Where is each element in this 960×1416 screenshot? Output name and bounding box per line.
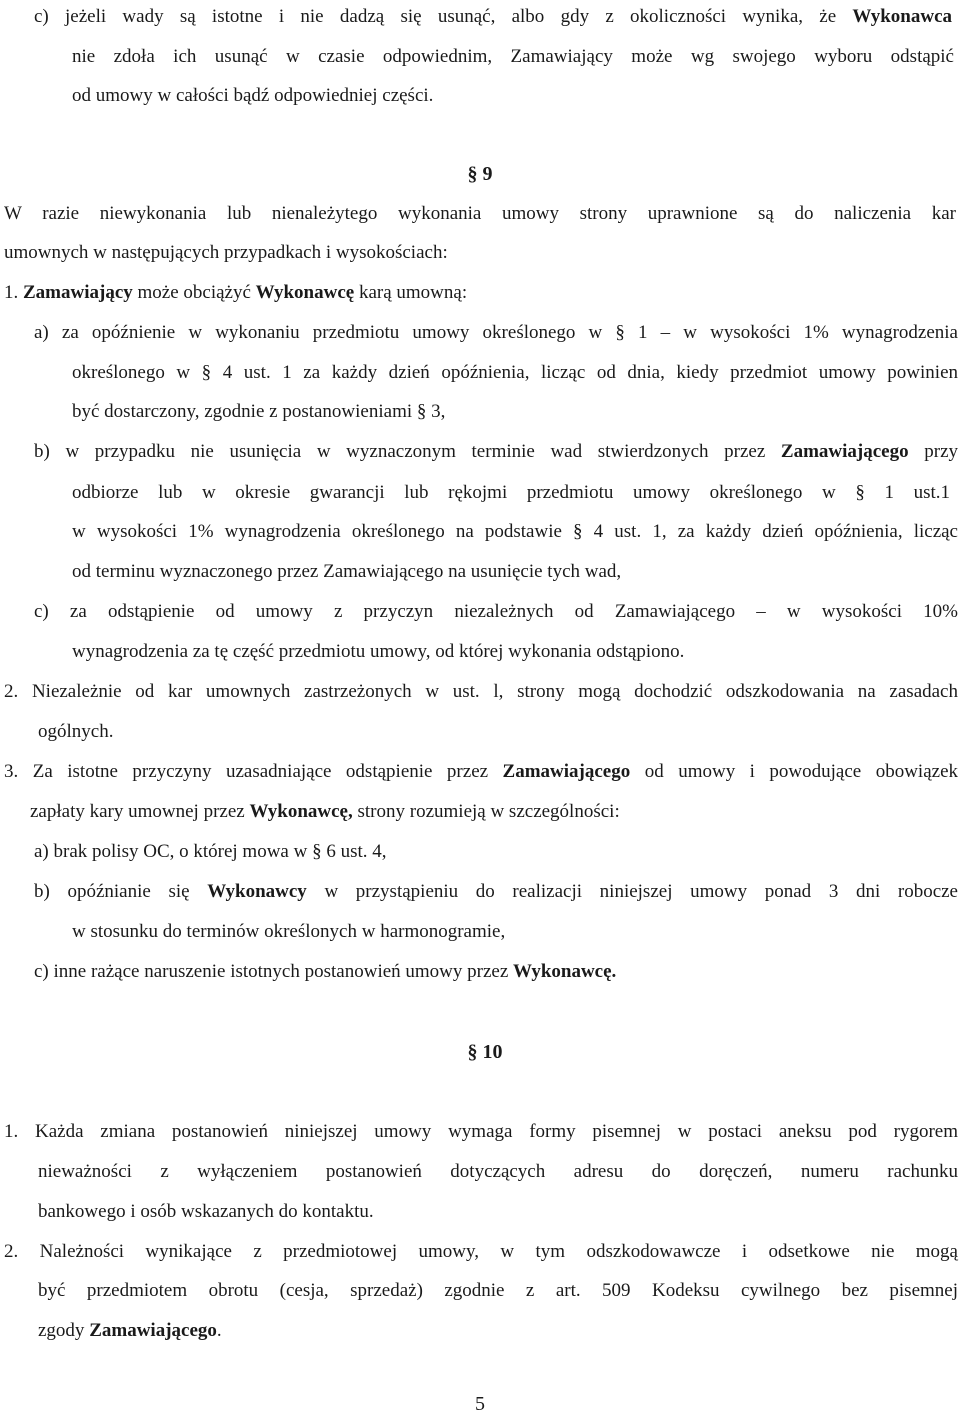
paragraph-1-line: nieważności z wyłączeniem postanowień dotyczących adresu do doręczeń, numeru rachunku — [38, 1161, 958, 1182]
text-line: od umowy w całości bądź odpowiedniej części. — [72, 85, 434, 106]
section-heading: § 9 — [467, 163, 493, 185]
text-fragment: c) inne rażące naruszenie istotnych postanowień umowy przez — [34, 961, 509, 982]
text-line: nie zdoła ich usunąć w czasie odpowiednim, Zamawiający może wg swojego wyboru odstąpić — [72, 46, 954, 67]
list-item-c-line — [34, 960, 960, 984]
text-fragment: b) w przypadku nie usunięcia w wyznaczonym terminie wad stwierdzonych przez — [34, 441, 766, 462]
bold-term: Wykonawca — [852, 6, 953, 27]
bold-term: Zamawiającego — [780, 441, 909, 462]
text-fragment: może obciążyć — [137, 282, 251, 303]
bold-term: Wykonawcę — [255, 282, 355, 303]
bold-term: Zamawiającego — [89, 1320, 217, 1341]
bold-term: Wykonawcę, — [249, 801, 353, 822]
bold-term: Zamawiającego — [502, 761, 631, 782]
item-number: 1. — [4, 282, 19, 303]
paragraph-2-line — [38, 1319, 960, 1343]
list-item-a-line: a) za opóźnienie w wykonaniu przedmiotu umowy określonego w § 1 – w wysokości 1% wynagrodzenia — [34, 322, 958, 343]
text-fragment: karą umowną: — [358, 282, 468, 303]
text-fragment: b) opóźnianie się — [34, 881, 190, 902]
list-item-a-line: być dostarczony, zgodnie z postanowieniami § 3, — [72, 401, 446, 422]
list-item-b-line — [34, 880, 958, 904]
bold-term: Wykonawcy — [207, 881, 307, 902]
list-item-c-line: wynagrodzenia za tę część przedmiotu umowy, od której wykonania odstąpiono. — [72, 641, 685, 662]
paragraph-2-line: 2. Należności wynikające z przedmiotowej umowy, w tym odszkodowawcze i odsetkowe nie mogą — [4, 1241, 958, 1262]
text-fragment: strony rozumieją w szczególności: — [357, 801, 620, 822]
paragraph-3-line — [4, 760, 958, 784]
paragraph-2-line: 2. Niezależnie od kar umownych zastrzeżonych w ust. l, strony mogą dochodzić odszkodowania na zasadach — [4, 681, 958, 702]
paragraph-2-line: być przedmiotem obrotu (cesja, sprzedaż) zgodnie z art. 509 Kodeksu cywilnego bez pisemnej — [38, 1280, 958, 1301]
list-item-a-line: określonego w § 4 ust. 1 za każdy dzień opóźnienia, licząc od dnia, kiedy przedmiot umowy powinien — [72, 362, 958, 383]
page-number: 5 — [475, 1393, 485, 1415]
list-item-b-line: w wysokości 1% wynagrodzenia określonego na podstawie § 4 ust. 1, za każdy dzień opóźnienia, licząc — [72, 521, 958, 542]
list-item-c-line: c) za odstąpienie od umowy z przyczyn niezależnych od Zamawiającego – w wysokości 10% — [34, 601, 958, 622]
bold-term: Wykonawcę. — [513, 961, 617, 982]
paragraph-1-line: bankowego i osób wskazanych do kontaktu. — [38, 1201, 374, 1222]
paragraph-3-line — [30, 800, 960, 824]
text-fragment: c) jeżeli wady są istotne i nie dadzą się usunąć, albo gdy z okoliczności wynika, że — [34, 6, 837, 27]
text-fragment: 3. Za istotne przyczyny uzasadniające odstąpienie przez — [4, 761, 489, 782]
paragraph-2-line: ogólnych. — [38, 721, 114, 742]
text-fragment: zgody — [38, 1320, 85, 1341]
list-item-b-line — [34, 440, 958, 464]
list-item-b-line: od terminu wyznaczonego przez Zamawiającego na usunięcie tych wad, — [72, 561, 622, 582]
list-item-a-line: a) brak polisy OC, o której mowa w § 6 ust. 4, — [34, 841, 387, 862]
text-fragment: . — [216, 1320, 222, 1341]
paragraph-1-line — [4, 281, 960, 305]
list-item-b-line: w stosunku do terminów określonych w harmonogramie, — [72, 921, 506, 942]
text-fragment: zapłaty kary umownej przez — [30, 801, 245, 822]
text-line — [34, 5, 952, 29]
text-fragment: przy — [924, 441, 959, 462]
text-fragment: w przystąpieniu do realizacji niniejszej umowy ponad 3 dni robocze — [324, 881, 958, 902]
section-heading: § 10 — [467, 1041, 503, 1063]
text-fragment: od umowy i powodujące obowiązek — [644, 761, 959, 782]
bold-term: Zamawiający — [23, 282, 133, 303]
text-line: W razie niewykonania lub nienależytego wykonania umowy strony uprawnione są do naliczenia kar — [4, 203, 956, 224]
text-line: umownych w następujących przypadkach i wysokościach: — [4, 242, 448, 263]
list-item-b-line: odbiorze lub w okresie gwarancji lub rękojmi przedmiotu umowy określonego w § 1 ust.1 — [72, 482, 950, 503]
paragraph-1-line: 1. Każda zmiana postanowień niniejszej umowy wymaga formy pisemnej w postaci aneksu pod rygorem — [4, 1121, 958, 1142]
